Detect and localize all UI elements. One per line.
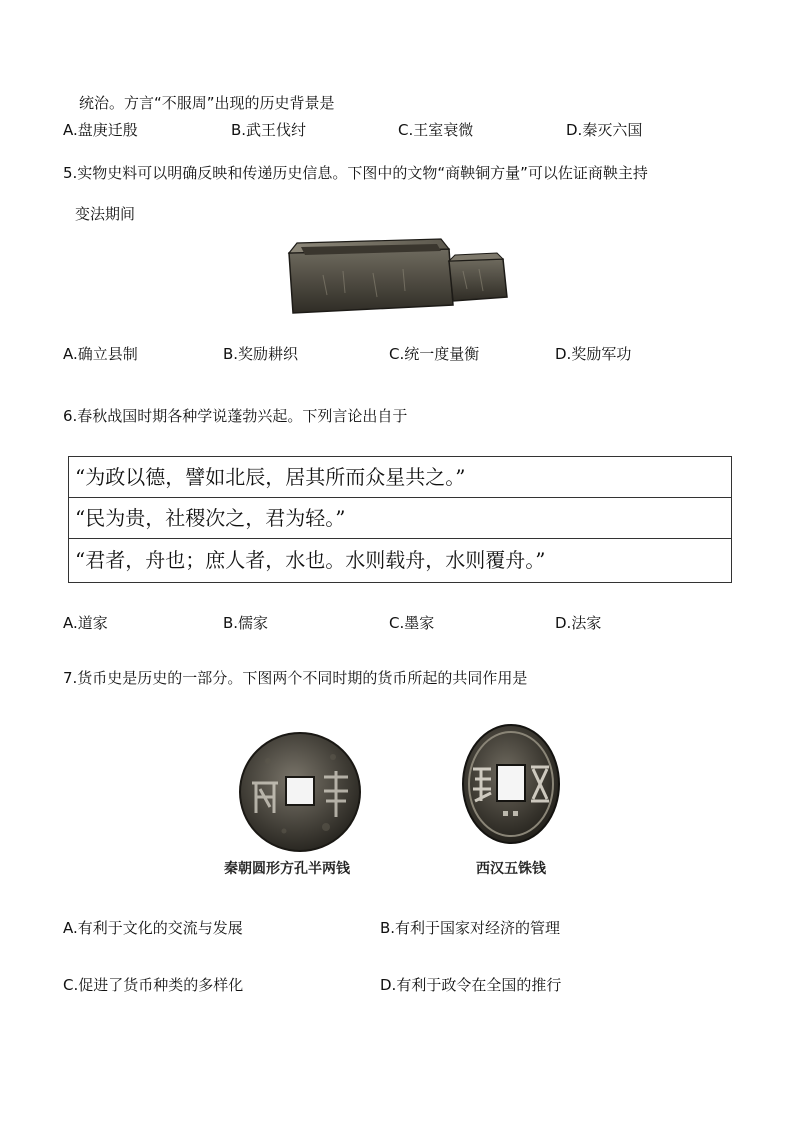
bronze-square-measure-icon [283, 235, 513, 319]
coin1-caption: 秦朝圆形方孔半两钱 [224, 861, 350, 877]
q7-option-c: C.促进了货币种类的多样化 [63, 976, 244, 994]
q7-option-d: D.有利于政令在全国的推行 [380, 976, 562, 994]
banliang-coin-icon [238, 731, 362, 853]
q5-option-d: D.奖励军功 [555, 345, 632, 363]
quote-row-3: “君者，舟也；庶人者，水也。水则载舟，水则覆舟。” [75, 548, 546, 572]
q4-stem-continuation: 统治。方言“不服周”出现的历史背景是 [79, 94, 335, 112]
quote-table [68, 456, 732, 583]
q6-option-a: A.道家 [63, 614, 108, 632]
wuzhu-coin-icon [461, 723, 561, 845]
q4-option-b: B.武王伐纣 [231, 121, 307, 139]
q5-option-b: B.奖励耕织 [223, 345, 299, 363]
q6-option-d: D.法家 [555, 614, 602, 632]
q6-option-c: C.墨家 [389, 614, 435, 632]
quote-row-2: “民为贵，社稷次之，君为轻。” [69, 498, 731, 539]
q6-option-b: B.儒家 [223, 614, 269, 632]
q6-stem: 6.春秋战国时期各种学说蓬勃兴起。下列言论出自于 [63, 407, 408, 425]
q7-stem: 7.货币史是历史的一部分。下图两个不同时期的货币所起的共同作用是 [63, 669, 528, 687]
q5-option-c: C.统一度量衡 [389, 345, 480, 363]
q5-stem-line1: 5.实物史料可以明确反映和传递历史信息。下图中的文物“商鞅铜方量”可以佐证商鞅主持 [63, 164, 648, 182]
q5-option-a: A.确立县制 [63, 345, 138, 363]
q4-option-d: D.秦灭六国 [566, 121, 643, 139]
coin2-caption: 西汉五铢钱 [476, 861, 546, 877]
q4-option-a: A.盘庚迁殷 [63, 121, 138, 139]
q4-option-c: C.王室衰微 [398, 121, 474, 139]
q7-option-b: B.有利于国家对经济的管理 [380, 919, 561, 937]
q5-stem-line2: 变法期间 [75, 205, 136, 223]
q7-option-a: A.有利于文化的交流与发展 [63, 919, 243, 937]
quote-row-1: “为政以德，譬如北辰，居其所而众星共之。” [69, 457, 731, 498]
